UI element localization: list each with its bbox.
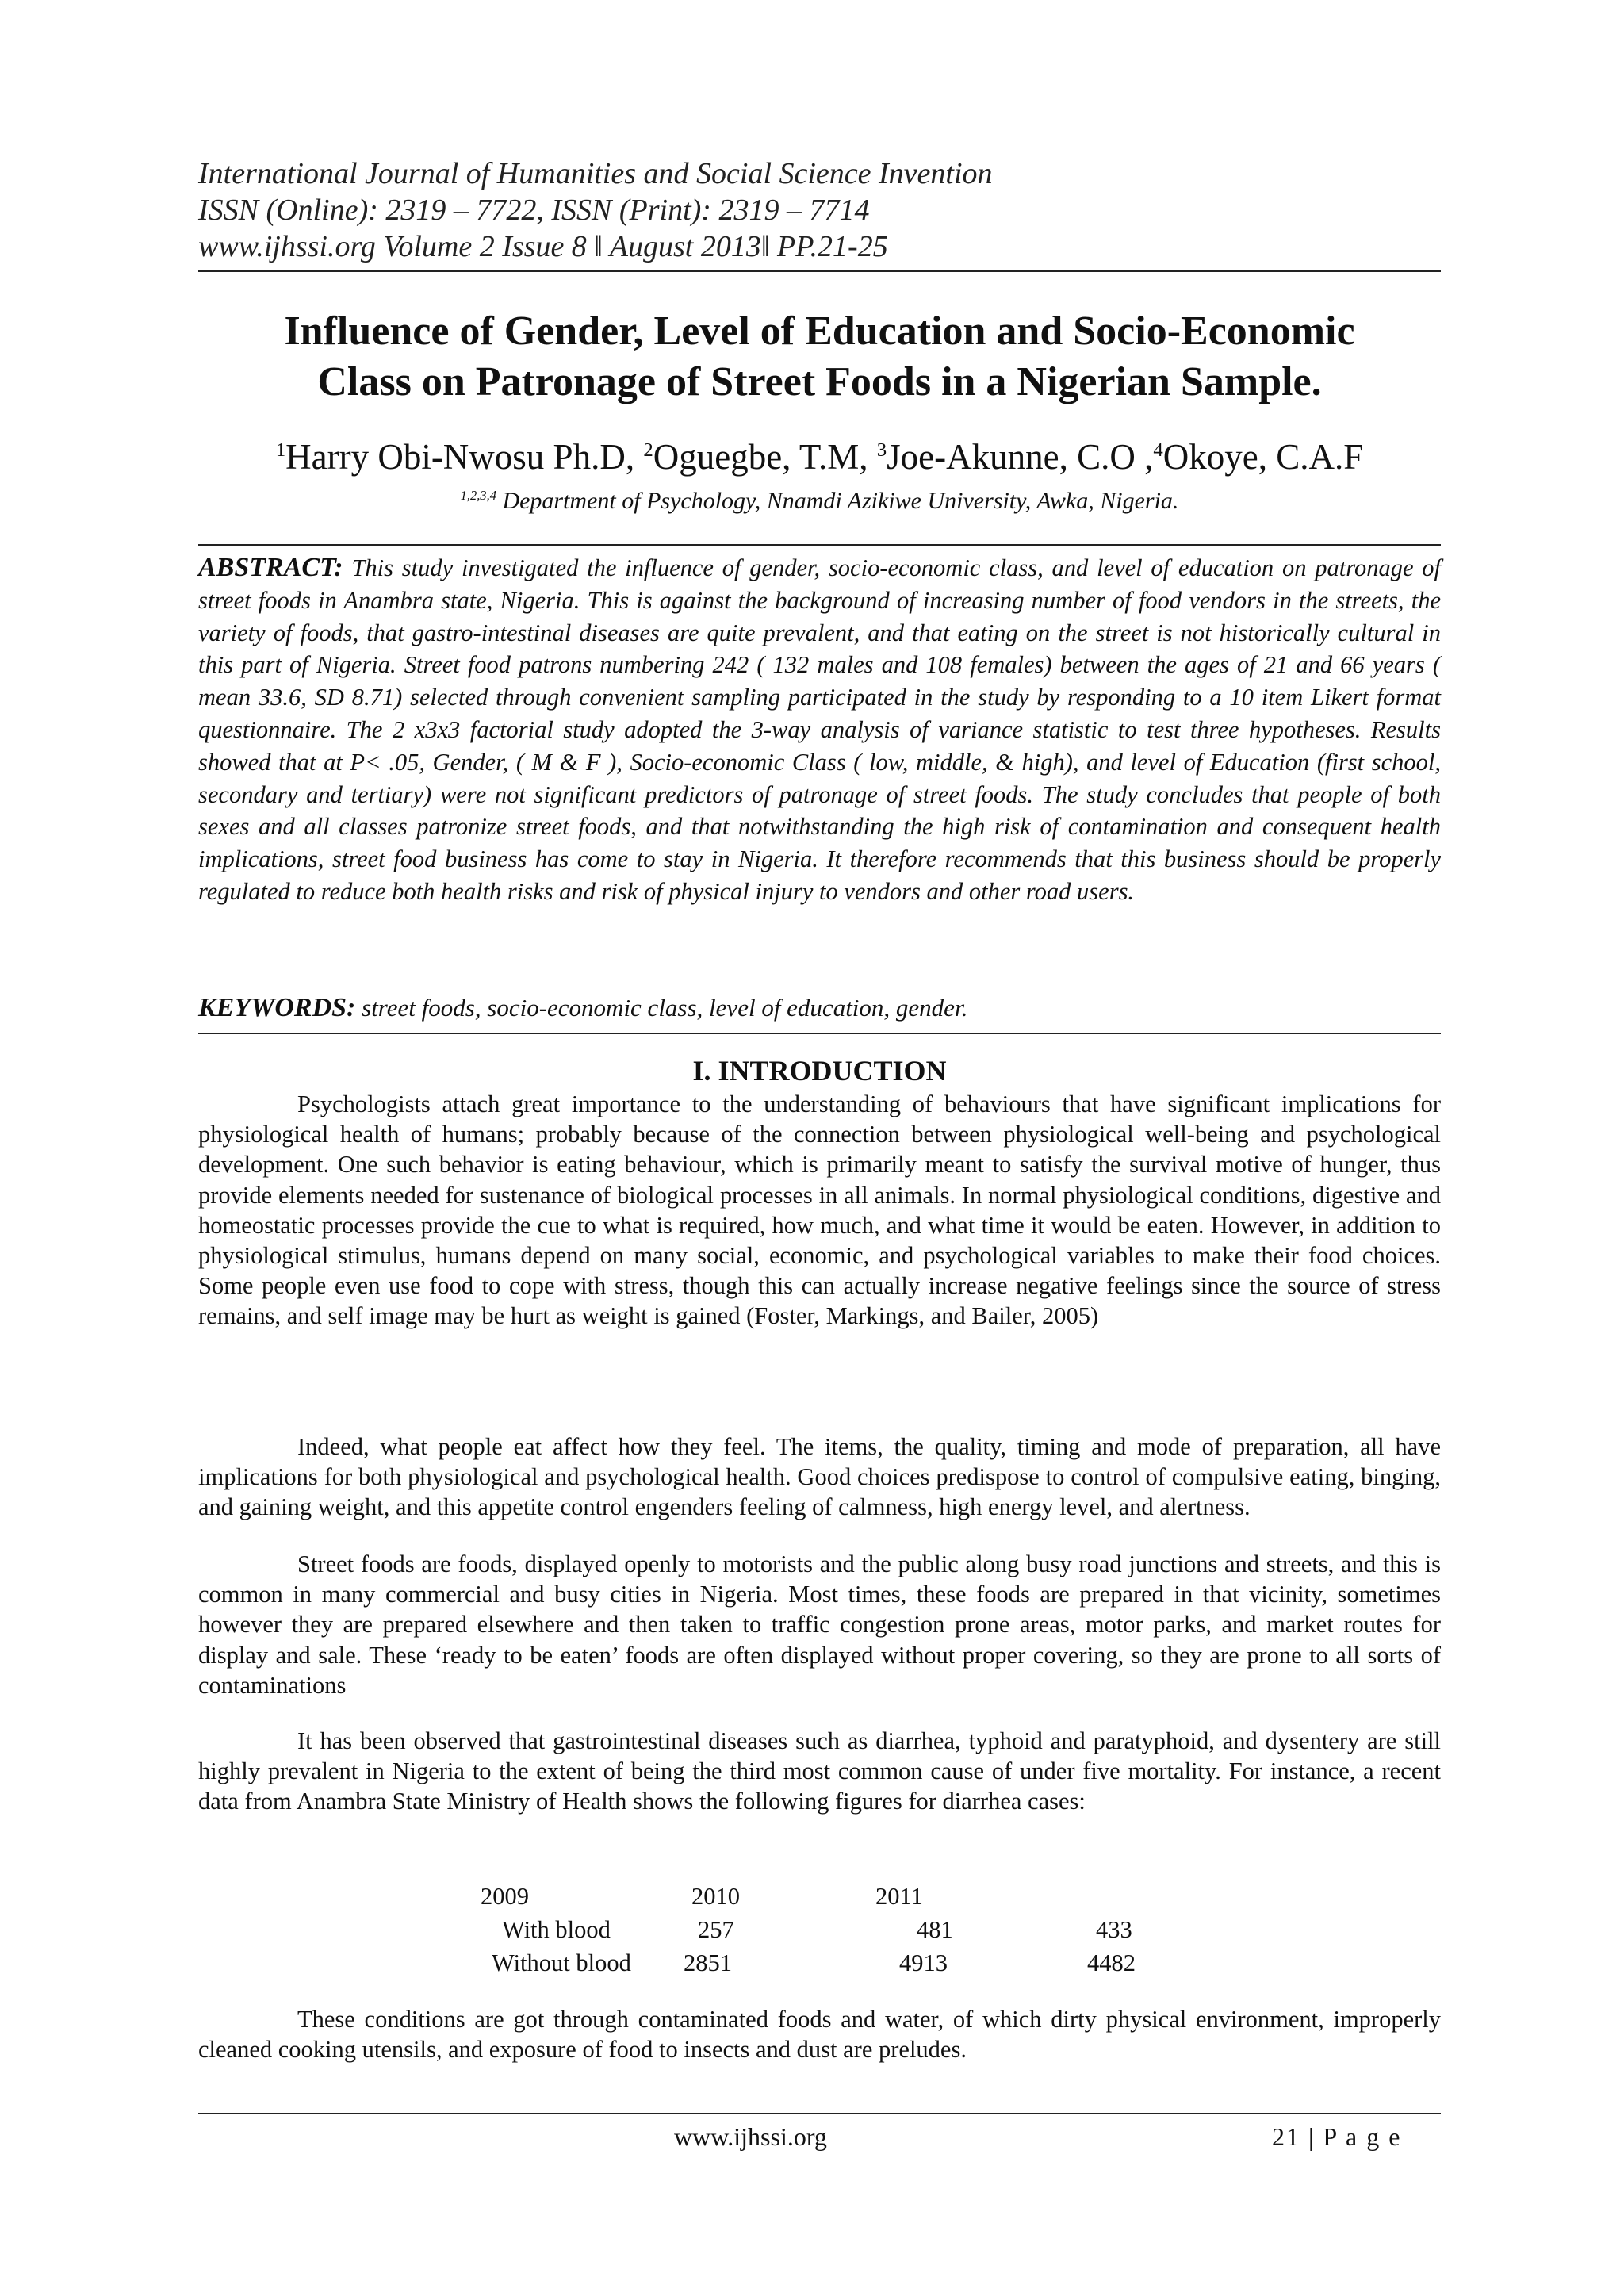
table-header-year: 2011 <box>875 1883 923 1910</box>
title-line-1: Influence of Gender, Level of Education and Socio-Economic <box>284 309 1355 354</box>
keywords-label: KEYWORDS: <box>198 993 356 1022</box>
abstract <box>198 552 1441 908</box>
footer-url: www.ijhssi.org <box>674 2122 827 2151</box>
affiliation <box>198 485 1441 517</box>
author-list <box>198 435 1441 479</box>
body-paragraph <box>198 1432 1441 1523</box>
table-header-year: 2009 <box>481 1883 529 1910</box>
author-4-sup: 4 <box>1153 439 1163 461</box>
author-3-sup: 3 <box>876 439 887 461</box>
abstract-divider <box>198 544 1441 546</box>
paragraph-text: Indeed, what people eat affect how they feel. The items, the quality, timing and mode of preparation, all have implications for both physiological and psychological health. Good choices predispose to control of compulsive eating, binging, and gaining weight, and this appetite control engenders feeling of calmness, high energy level, and alertness. <box>198 1433 1441 1521</box>
table-cell: 257 <box>698 1916 734 1943</box>
table-row-label: With blood <box>502 1916 611 1943</box>
table-header-year: 2010 <box>691 1883 740 1910</box>
table-cell: 481 <box>917 1916 953 1943</box>
title-line-2: Class on Patronage of Street Foods in a Nigerian Sample. <box>317 359 1322 404</box>
table-cell: 2851 <box>684 1949 732 1976</box>
journal-name: International Journal of Humanities and Social Science Invention <box>198 157 993 190</box>
footer-divider <box>198 2113 1441 2114</box>
affiliation-sup: 1,2,3,4 <box>460 488 496 503</box>
page-number: 21 | P a g e <box>1272 2122 1402 2151</box>
paragraph-text: Psychologists attach great importance to the understanding of behaviours that have significant implications for physiological health of humans; probably because of the connection between physiological well-being and psychological development. One such behavior is eating behaviour, which is primarily meant to satisfy the survival motive of hunger, thus provide elements needed for sustenance of biological processes in all animals. In normal physiological conditions, digestive and homeostatic processes provide the cue to what is required, how much, and what time it would be eaten. However, in addition to physiological stimulus, humans depend on many social, economic, and psychological variables to make their food choices. Some people even use food to cope with stress, though this can actually increase negative feelings since the source of stress remains, and self image may be hurt as weight is gained (Foster, Markings, and Bailer, 2005) <box>198 1091 1441 1330</box>
body-paragraph <box>198 1726 1441 1817</box>
journal-header <box>198 155 1435 265</box>
author-2: Oguegbe, T.M, <box>653 437 877 477</box>
body-paragraph <box>198 1549 1441 1700</box>
keywords-divider <box>198 1033 1441 1034</box>
author-1: Harry Obi-Nwosu Ph.D, <box>285 437 644 477</box>
author-2-sup: 2 <box>643 439 653 461</box>
body-paragraph <box>198 2004 1441 2064</box>
author-3: Joe-Akunne, C.O , <box>887 437 1154 477</box>
body-paragraph <box>198 1089 1441 1332</box>
table-cell: 4482 <box>1087 1949 1136 1976</box>
table-cell: 433 <box>1096 1916 1132 1943</box>
journal-issn: ISSN (Online): 2319 – 7722, ISSN (Print): 2319 – 7714 <box>198 194 870 227</box>
author-4: Okoye, C.A.F <box>1162 437 1364 477</box>
keywords <box>198 991 1441 1025</box>
abstract-label: ABSTRACT: <box>198 553 343 582</box>
abstract-text: This study investigated the influence of gender, socio-economic class, and level of education on patronage of street foods in Anambra state, Nigeria. This is against the background of increasing number of food vendors in the streets, the variety of foods, that gastro-intestinal diseases are quite prevalent, and that eating on the street is not historically cultural in this part of Nigeria. Street food patrons numbering 242 ( 132 males and 108 females) between the ages of 21 and 66 years ( mean 33.6, SD 8.71) selected through convenient sampling participated in the study by responding to a 10 item Likert format questionnaire. The 2 x3x3 factorial study adopted the 3-way analysis of variance statistic to test three hypotheses. Results showed that at P< .05, Gender, ( M & F ), Socio-economic Class ( low, middle, & high), and level of Education (first school, secondary and tertiary) were not significant predictors of patronage of street foods. The study concludes that people of both sexes and all classes patronize street foods, and that notwithstanding the high risk of contamination and consequent health implications, street food business has come to stay in Nigeria. It therefore recommends that this business should be properly regulated to reduce both health risks and risk of physical injury to vendors and other road users. <box>198 554 1442 905</box>
table-cell: 4913 <box>899 1949 948 1976</box>
affiliation-text: Department of Psychology, Nnamdi Azikiwe University, Awka, Nigeria. <box>496 488 1179 514</box>
paragraph-text: These conditions are got through contaminated foods and water, of which dirty physical environment, improperly cleaned cooking utensils, and exposure of food to insects and dust are preludes. <box>198 2006 1441 2064</box>
header-divider <box>198 270 1441 272</box>
keywords-text: street foods, socio-economic class, level of education, gender. <box>355 994 968 1022</box>
paragraph-text: It has been observed that gastrointestinal diseases such as diarrhea, typhoid and paratyphoid, and dysentery are still highly prevalent in Nigeria to the extent of being the third most common cause of under five mortality. For instance, a recent data from Anambra State Ministry of Health shows the following figures for diarrhea cases: <box>198 1727 1441 1815</box>
paper-title <box>198 306 1441 408</box>
table-row-label: Without blood <box>492 1949 631 1976</box>
paragraph-text: Street foods are foods, displayed openly to motorists and the public along busy road junctions and streets, and this is common in many commercial and busy cities in Nigeria. Most times, these foods are prepared in that vicinity, sometimes however they are prepared elsewhere and then taken to traffic congestion prone areas, motor parks, and market routes for display and sale. These ‘ready to be eaten’ foods are often displayed without proper covering, so they are prone to all sorts of contaminations <box>198 1550 1441 1699</box>
journal-volume: www.ijhssi.org Volume 2 Issue 8 ǁ August 2013ǁ PP.21-25 <box>198 230 888 263</box>
author-1-sup: 1 <box>275 439 286 461</box>
section-heading-introduction: I. INTRODUCTION <box>692 1055 947 1087</box>
